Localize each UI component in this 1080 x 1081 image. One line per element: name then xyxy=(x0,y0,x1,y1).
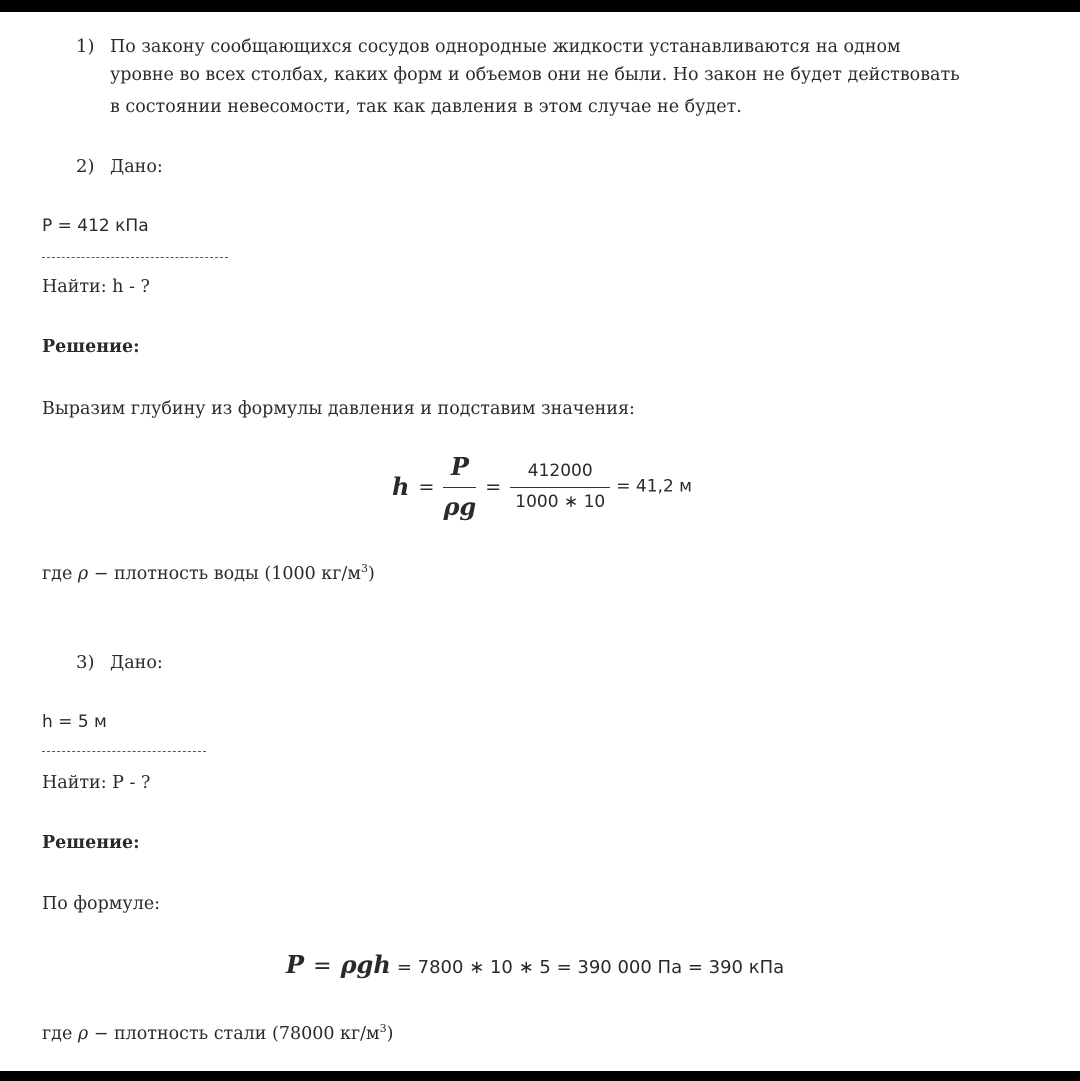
q2-formula-fraction-2 xyxy=(510,461,610,512)
q3-formula xyxy=(286,950,784,979)
q2-formula-eq1: = xyxy=(418,475,435,498)
q2-formula-eq2: = xyxy=(485,475,502,498)
q2-solution-label: Решение: xyxy=(42,337,140,357)
q1-line-3: в состоянии невесомости, так как давления в этом случае не будет. xyxy=(110,97,742,117)
q2-frac1-denominator: ρg xyxy=(443,492,477,521)
q3-solution-label: Решение: xyxy=(42,833,140,853)
q1-line-1: По закону сообщающихся сосудов однородные жидкости устанавливаются на одном xyxy=(110,37,901,57)
q3-given-label: Дано: xyxy=(110,653,163,673)
q2-formula-result: = 41,2 м xyxy=(616,476,693,497)
q2-frac1-numerator: P xyxy=(443,452,476,488)
q2-where-exp: 3 xyxy=(360,562,368,575)
q3-intro: По формуле: xyxy=(42,894,161,914)
q3-where-prefix: где xyxy=(42,1023,78,1044)
q2-divider xyxy=(42,257,228,258)
q2-where-line xyxy=(42,556,375,587)
q3-find: Найти: P - ? xyxy=(42,773,151,793)
q3-where-exp: 3 xyxy=(379,1022,387,1035)
q2-formula-fraction-1 xyxy=(443,452,476,521)
q3-where-rho: ρ xyxy=(77,1023,89,1044)
q2-given-label: Дано: xyxy=(110,157,163,177)
q2-intro: Выразим глубину из формулы давления и подставим значения: xyxy=(42,399,635,419)
q2-frac2-numerator: 412000 xyxy=(510,461,610,488)
q3-given-value: h = 5 м xyxy=(42,712,107,732)
q2-number: 2) xyxy=(76,156,95,177)
q3-formula-eq: = xyxy=(313,954,332,979)
q2-formula-lhs: h xyxy=(392,472,410,501)
q2-where-text: − плотность воды (1000 кг/м xyxy=(88,563,361,584)
q2-where-rho: ρ xyxy=(77,563,89,584)
q3-number: 3) xyxy=(76,652,95,673)
q1-number: 1) xyxy=(76,36,95,57)
q3-formula-lhs: P xyxy=(286,950,305,979)
q3-formula-calc: = 7800 ∗ 10 ∗ 5 = 390 000 Па = 390 кПа xyxy=(396,957,785,978)
top-black-bar xyxy=(0,0,1080,12)
q1-line-2: уровне во всех столбах, каких форм и объемов они не были. Но закон не будет действовать xyxy=(110,65,960,85)
q3-where-text: − плотность стали (78000 кг/м xyxy=(88,1023,380,1044)
q3-formula-rhs: ρgh xyxy=(340,950,391,979)
q3-where-line xyxy=(42,1016,394,1047)
q3-divider xyxy=(42,751,206,752)
bottom-black-bar xyxy=(0,1071,1080,1081)
q3-where-close: ) xyxy=(386,1023,394,1044)
q2-given-value: P = 412 кПа xyxy=(42,216,149,236)
q2-frac2-denominator: 1000 ∗ 10 xyxy=(515,492,606,512)
q2-where-prefix: где xyxy=(42,563,78,584)
q2-formula xyxy=(392,452,692,521)
q2-find: Найти: h - ? xyxy=(42,277,150,297)
q2-where-close: ) xyxy=(367,563,375,584)
